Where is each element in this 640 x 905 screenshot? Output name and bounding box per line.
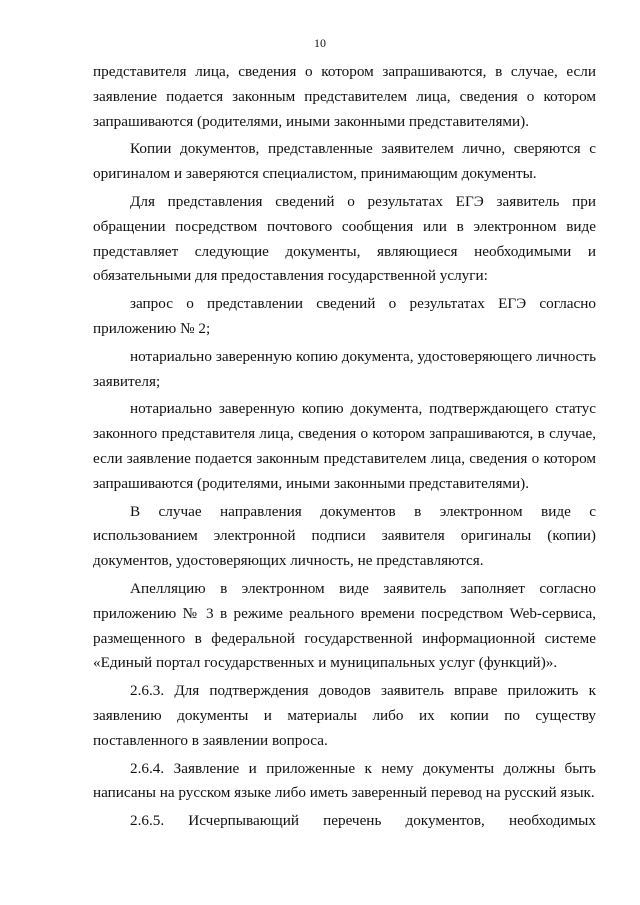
paragraph-4: запрос о представлении сведений о результатах ЕГЭ согласно приложению № 2; (93, 295, 596, 337)
paragraph-5: нотариально заверенную копию документа, удостоверяющего личность заявителя; (93, 347, 596, 390)
paragraph-9: 2.6.3. Для подтверждения доводов заявитель вправе приложить к заявлению документы и материалы либо их копии по существу поставленного в заявлении вопроса. (93, 682, 596, 749)
paragraph-2: Копии документов, представленные заявителем лично, сверяются с оригиналом и заверяются специалистом, принимающим документы. (93, 140, 596, 183)
paragraph-3: Для представления сведений о результатах ЕГЭ заявитель при обращении посредством почтового сообщения или в электронном виде представляет следующие документы, являющиеся необходимыми и обязательными для предоставления государственной услуги: (93, 192, 596, 285)
page-number: 10 (314, 36, 326, 50)
paragraph-8: Апелляцию в электронном виде заявитель заполняет согласно приложению № 3 в режиме реального времени посредством Web-сервиса, размещенного в федеральной государственной информационной системе «Единый портал государственных и муниципальных услуг (функций)». (93, 579, 596, 672)
paragraph-11: 2.6.5. Исчерпывающий перечень документов, необходимых (130, 812, 596, 830)
paragraph-6: нотариально заверенную копию документа, подтверждающего статус законного представителя лица, сведения о котором запрашиваются, в случае, если заявление подается законным представителем лица, сведения о котором запрашиваются (родителями, иными законными представителями). (93, 400, 596, 492)
paragraph-7: В случае направления документов в электронном виде с использованием электронной подписи заявителя оригиналы (копии) документов, удостоверяющих личность, не представляются. (93, 502, 596, 570)
document-body (93, 60, 596, 834)
paragraph-10: 2.6.4. Заявление и приложенные к нему документы должны быть написаны на русском языке либо иметь заверенный перевод на русский язык. (93, 759, 596, 802)
paragraph-1: представителя лица, сведения о котором запрашиваются, в случае, если заявление подается законным представителем лица, сведения о котором запрашиваются (родителями, иными законными представителями). (93, 63, 596, 130)
